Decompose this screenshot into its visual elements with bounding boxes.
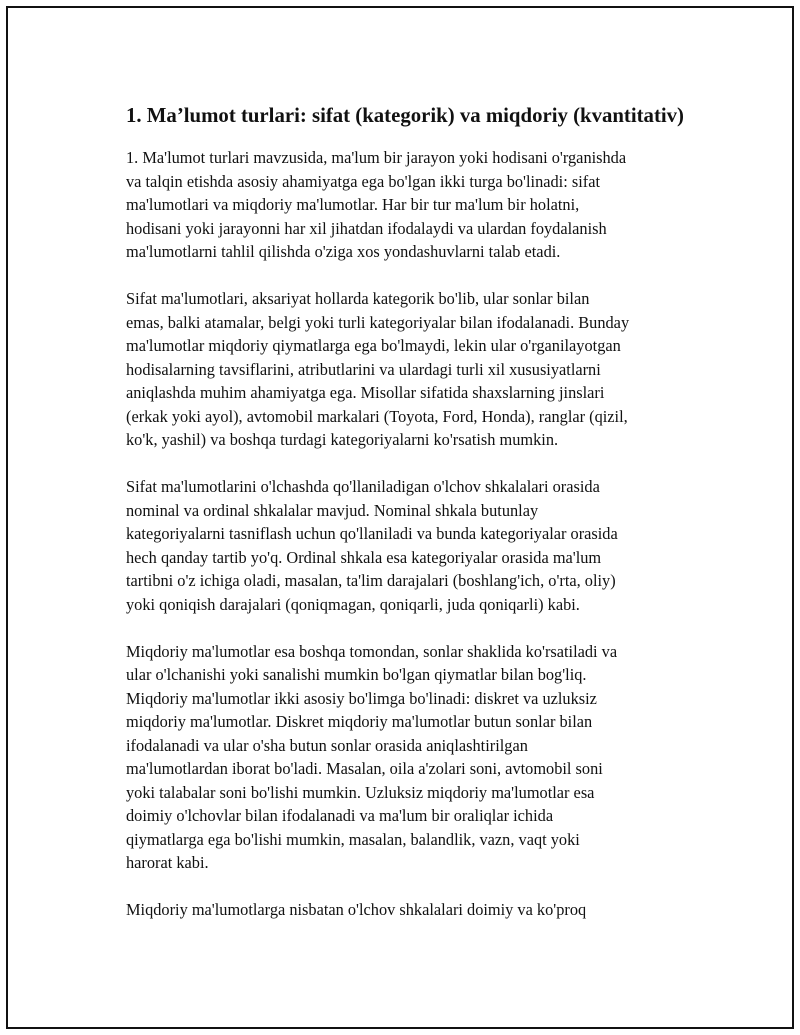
document-title: 1. Ma’lumot turlari: sifat (kategorik) va miqdoriy (kvantitativ) — [126, 104, 684, 127]
paragraph-quantitative-data: Miqdoriy ma'lumotlar esa boshqa tomondan, sonlar shaklida ko'rsatiladi va ular o'lchanishi yoki sanalishi mumkin bo'lgan qiymatlar bilan bog'liq. Miqdoriy ma'lumotlar ikki asosiy bo'limga bo'linadi: diskret va uzluksiz miqdoriy ma'lumotlar. Diskret miqdoriy ma'lumotlar butun sonlar bilan ifodalanadi va ular o'sha butun sonlar orasida aniqlashtirilgan ma'lumotlardan iborat bo'ladi. Masalan, oila a'zolari soni, avtomobil soni yoki talabalar soni bo'lishi mumkin. Uzluksiz miqdoriy ma'lumotlar esa doimiy o'lchovlar bilan ifodalanadi va ma'lum bir oraliqlar ichida qiymatlarga ega bo'lishi mumkin, masalan, balandlik, vazn, vaqt yoki harorat kabi. — [126, 641, 618, 872]
paragraph-intro: 1. Ma'lumot turlari mavzusida, ma'lum bir jarayon yoki hodisani o'rganishda va talqin etishda asosiy ahamiyatga ega bo'lgan ikki turga bo'linadi: sifat ma'lumotlari va miqdoriy ma'lumotlar. Har bir tur ma'lum bir holatni, hodisani yoki jarayonni har xil jihatdan ifodalaydi va ulardan foydalanish ma'lumotlarni tahlil qilishda o'ziga xos yondashuvlarni talab etadi. — [126, 148, 627, 261]
paragraph-quantitative-scales: Miqdoriy ma'lumotlarga nisbatan o'lchov shkalalari doimiy va ko'proq — [126, 900, 587, 919]
paragraph-measurement-scales: Sifat ma'lumotlarini o'lchashda qo'llaniladigan o'lchov shkalalari orasida nominal va ordinal shkalalar mavjud. Nominal shkala butunlay kategoriyalarni tasniflash uchun qo'llaniladi va bunda kategoriyalar orasida hech qanday tartib yo'q. Ordinal shkala esa kategoriyalar orasida ma'lum tartibni o'z ichiga oladi, masalan, ta'lim darajalari (boshlang'ich, o'rta, oliy) yoki qoniqish darajalari (qoniqmagan, qoniqarli, juda qoniqarli) kabi. — [126, 477, 618, 614]
paragraph-qualitative-data: Sifat ma'lumotlari, aksariyat hollarda kategorik bo'lib, ular sonlar bilan emas, balki atamalar, belgi yoki turli kategoriyalar bilan ifodalanadi. Bunday ma'lumotlar miqdoriy qiymatlarga ega bo'lmaydi, lekin ular o'rganilayotgan hodisalarning tavsiflarini, atributlarini va ulardagi turli xil xususiyatlarni aniqlashda muhim ahamiyatga ega. Misollar sifatida shaxslarning jinslari (erkak yoki ayol), avtomobil markalari (Toyota, Ford, Honda), ranglar (qizil, ko'k, yashil) va boshqa turdagi kategoriyalarni ko'rsatish mumkin. — [126, 289, 630, 449]
document-page — [6, 6, 794, 1029]
document-content — [126, 103, 694, 922]
